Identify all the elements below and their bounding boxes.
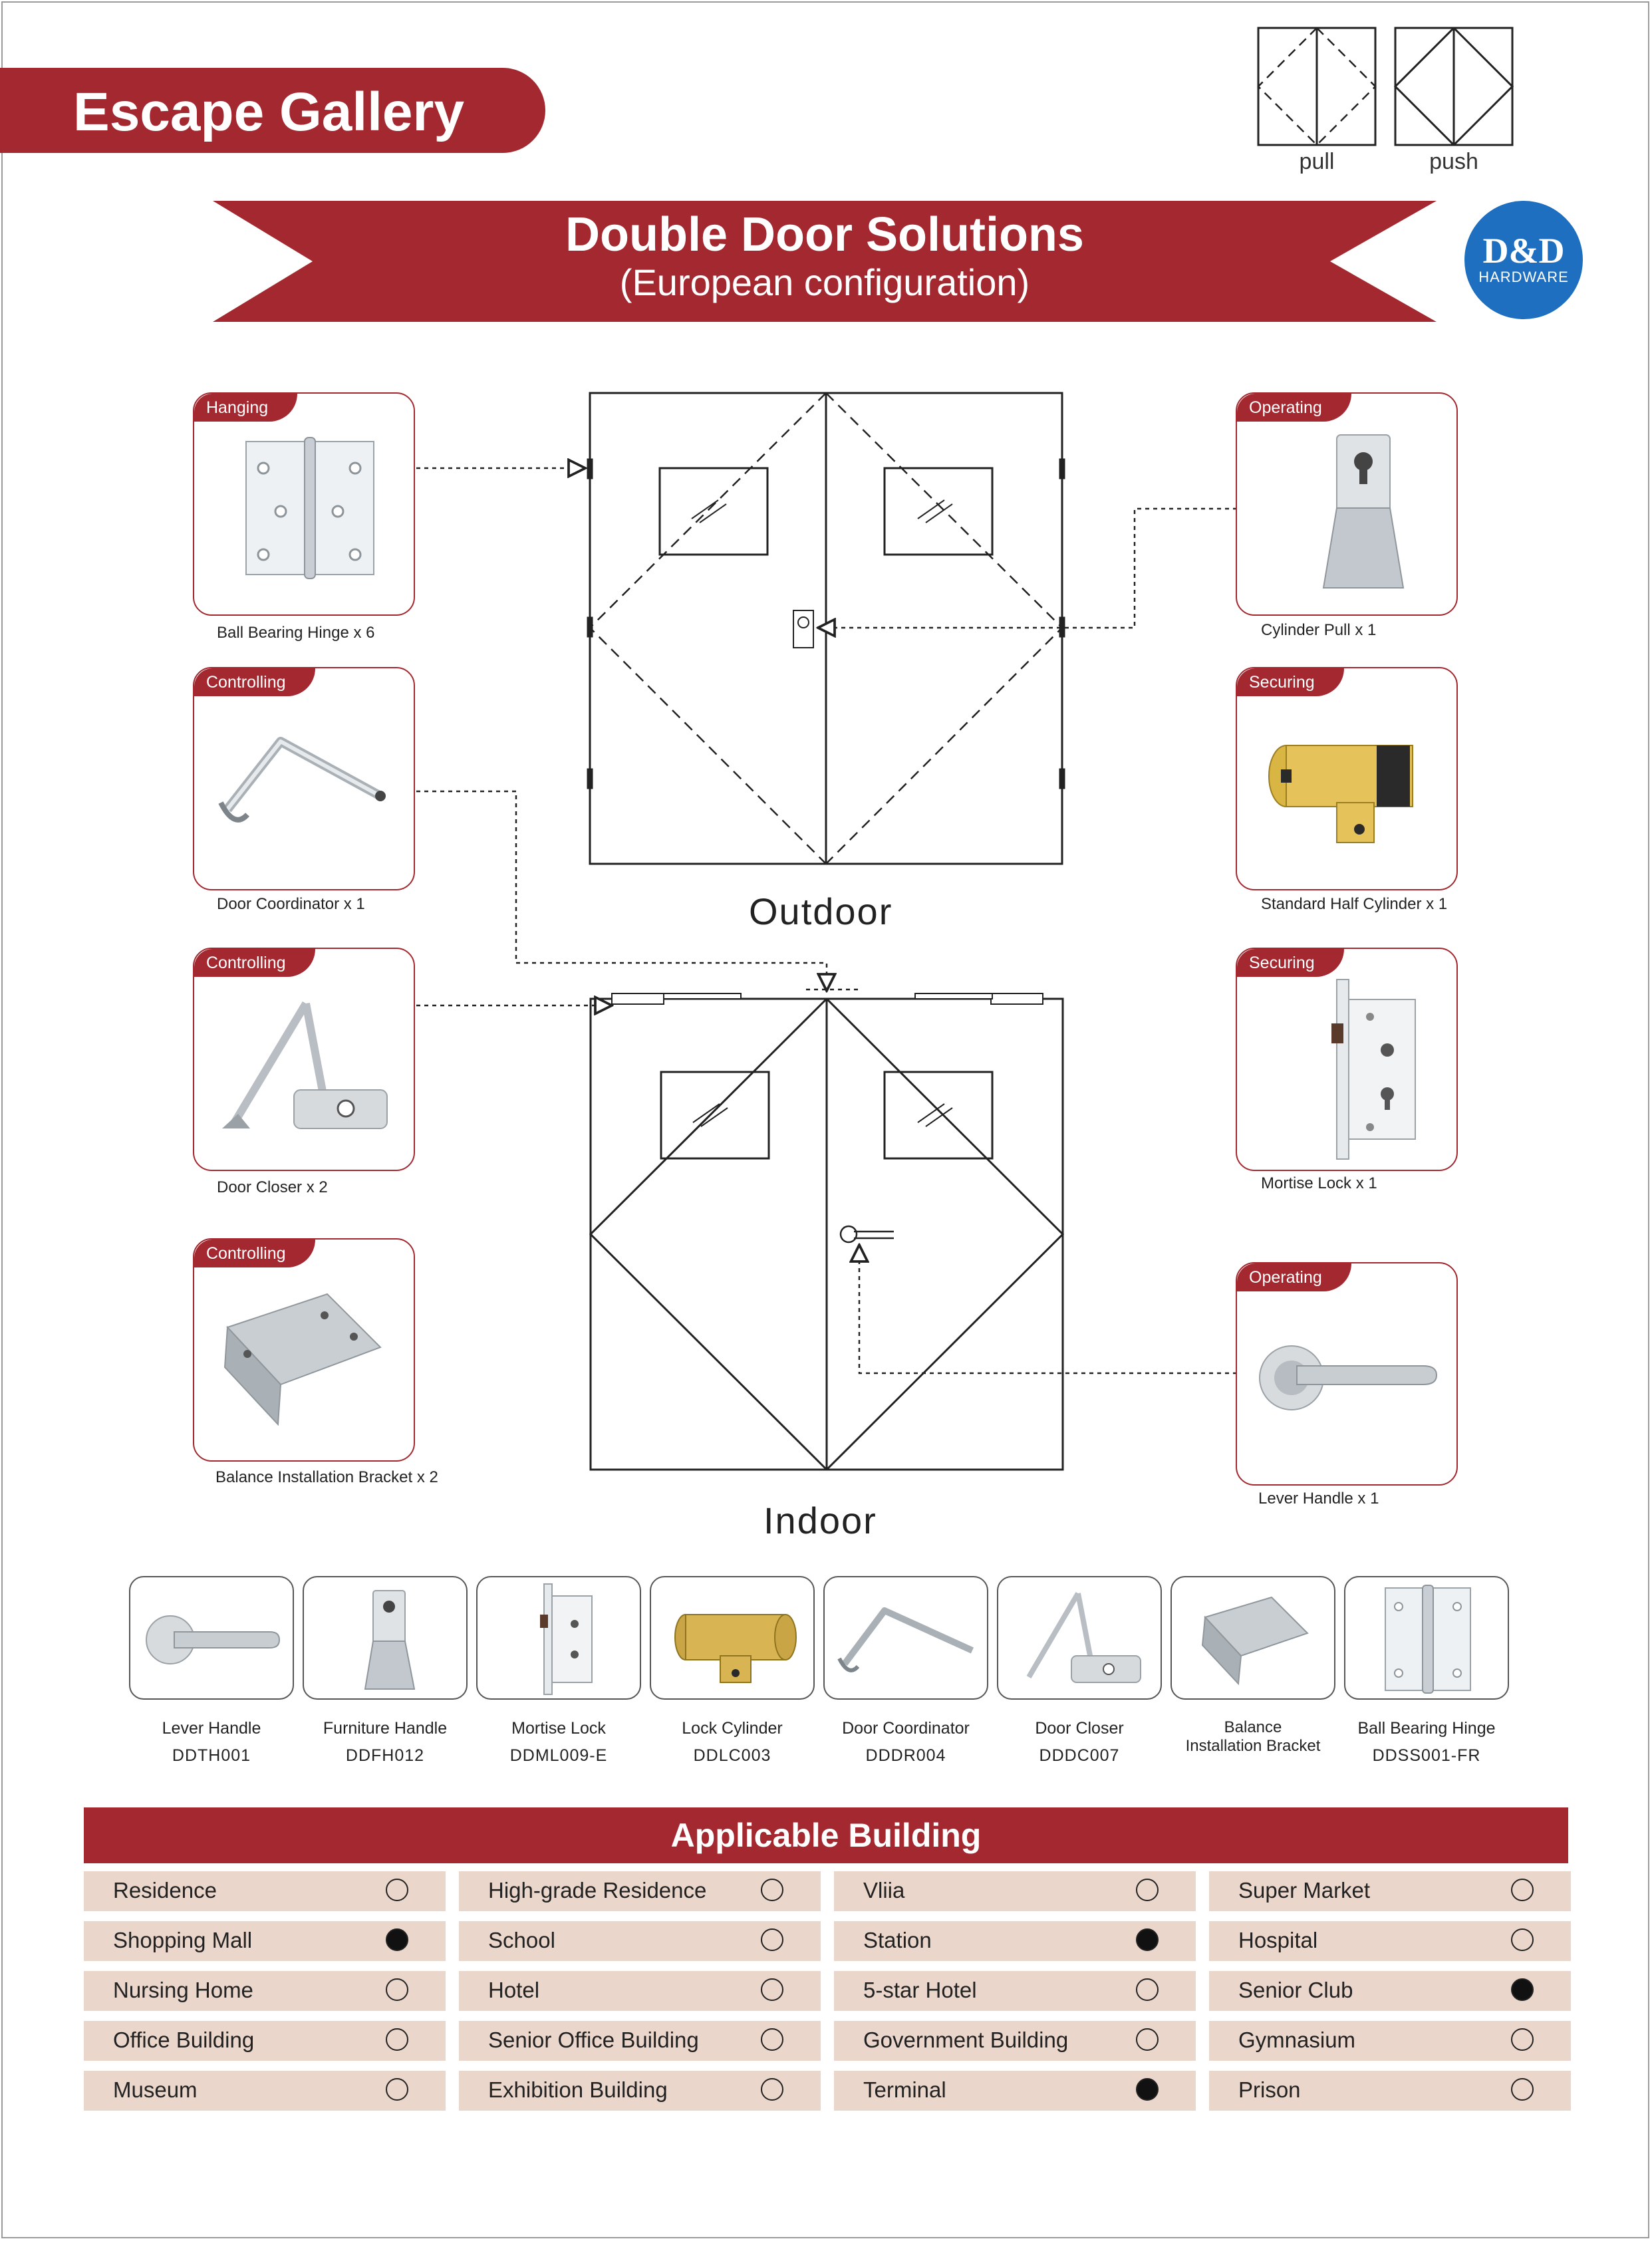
pull-label: pull — [1299, 149, 1335, 174]
building-label: Museum — [113, 2077, 198, 2102]
lever-handle-icon — [130, 1577, 294, 1700]
empty-circle-icon — [386, 1879, 408, 1901]
building-label: Hotel — [488, 1978, 540, 2002]
building-row-item — [834, 1971, 1196, 2011]
empty-circle-icon — [761, 1978, 783, 2001]
building-row-item — [1209, 1971, 1571, 2011]
empty-circle-icon — [1136, 2028, 1159, 2051]
building-label: Terminal — [863, 2077, 946, 2102]
ball-bearing-hinge-icon — [194, 422, 415, 614]
banner-subtitle: (European configuration) — [619, 261, 1030, 303]
building-row-item — [1209, 1921, 1571, 1961]
logo-sub: HARDWARE — [1478, 269, 1569, 285]
product-code: DDLC003 — [693, 1746, 771, 1765]
banner-title: Double Door Solutions — [565, 208, 1084, 261]
empty-circle-icon — [386, 2028, 408, 2051]
page-title: Escape Gallery — [73, 82, 465, 142]
building-label: Senior Club — [1238, 1978, 1353, 2002]
product-mortise-lock — [476, 1576, 641, 1700]
card-caption: Door Coordinator x 1 — [217, 895, 365, 913]
building-label: Station — [863, 1928, 932, 1952]
card-lever-handle — [1236, 1262, 1458, 1486]
product-code: DDTH001 — [172, 1746, 251, 1765]
indoor-label: Indoor — [763, 1500, 877, 1541]
indoor-door — [591, 993, 1063, 1470]
building-row-item — [834, 2071, 1196, 2111]
card-tag: Controlling — [194, 949, 315, 977]
product-name: Door Closer — [1035, 1719, 1124, 1738]
product-lock-cylinder — [650, 1576, 815, 1700]
card-balance-bracket — [193, 1238, 415, 1462]
mortise-lock-icon — [478, 1577, 641, 1700]
building-label: Government Building — [863, 2028, 1069, 2052]
empty-circle-icon — [761, 2028, 783, 2051]
empty-circle-icon — [1511, 1928, 1534, 1951]
cylinder-pull-icon — [1237, 422, 1458, 614]
building-row-item — [84, 1921, 446, 1961]
building-row-item — [1209, 2021, 1571, 2061]
empty-circle-icon — [761, 1879, 783, 1901]
product-name: Mortise Lock — [511, 1719, 606, 1738]
building-label: Senior Office Building — [488, 2028, 699, 2052]
card-caption: Door Closer x 2 — [217, 1178, 328, 1196]
card-cylinder-pull — [1236, 392, 1458, 616]
logo-main: D&D — [1482, 231, 1565, 271]
filled-circle-icon — [1136, 2078, 1159, 2101]
balance-bracket-icon — [1172, 1577, 1335, 1700]
product-name: Lever Handle — [162, 1719, 261, 1738]
product-name: Door Coordinator — [842, 1719, 970, 1738]
building-label: Exhibition Building — [488, 2077, 668, 2102]
building-label: Shopping Mall — [113, 1928, 253, 1952]
card-tag: Hanging — [194, 394, 297, 422]
building-label: Office Building — [113, 2028, 255, 2052]
card-tag: Controlling — [194, 1240, 315, 1267]
card-tag: Securing — [1237, 668, 1344, 696]
empty-circle-icon — [1136, 1879, 1159, 1901]
building-row-item — [459, 1921, 821, 1961]
door-coordinator-icon — [825, 1577, 988, 1700]
building-row-item — [459, 2021, 821, 2061]
building-row-item — [1209, 2071, 1571, 2111]
balance-bracket-icon — [194, 1267, 415, 1460]
product-name: Furniture Handle — [323, 1719, 448, 1738]
product-lever-handle — [129, 1576, 294, 1700]
product-furniture-handle — [303, 1576, 468, 1700]
card-caption: Ball Bearing Hinge x 6 — [217, 624, 375, 642]
building-row-item — [84, 2071, 446, 2111]
building-row-item — [459, 2071, 821, 2111]
filled-circle-icon — [386, 1928, 408, 1951]
building-row-item — [1209, 1871, 1571, 1911]
card-door-closer — [193, 948, 415, 1171]
furniture-handle-icon — [304, 1577, 468, 1700]
card-tag: Securing — [1237, 949, 1344, 977]
product-door-closer — [997, 1576, 1162, 1700]
product-name: Lock Cylinder — [682, 1719, 783, 1738]
building-label: Residence — [113, 1878, 217, 1903]
card-tag: Operating — [1237, 1263, 1351, 1291]
product-ball-bearing-hinge — [1344, 1576, 1509, 1700]
half-cylinder-icon — [1237, 696, 1458, 889]
building-label: Vliia — [863, 1878, 905, 1903]
building-row-item — [84, 1871, 446, 1911]
building-label: 5-star Hotel — [863, 1978, 977, 2002]
empty-circle-icon — [1511, 1879, 1534, 1901]
building-row-item — [834, 1871, 1196, 1911]
filled-circle-icon — [1136, 1928, 1159, 1951]
product-code: DDSS001-FR — [1372, 1746, 1481, 1765]
card-tag: Controlling — [194, 668, 315, 696]
product-code: DDML009-E — [509, 1746, 608, 1765]
product-balance-bracket — [1170, 1576, 1335, 1700]
empty-circle-icon — [386, 2078, 408, 2101]
door-coordinator-icon — [194, 696, 415, 889]
product-name: Ball Bearing Hinge — [1357, 1719, 1496, 1738]
outdoor-label: Outdoor — [749, 890, 893, 932]
card-hinge — [193, 392, 415, 616]
empty-circle-icon — [1136, 1978, 1159, 2001]
building-row-item — [834, 2021, 1196, 2061]
building-label: Nursing Home — [113, 1978, 253, 2002]
product-door-coordinator — [823, 1576, 988, 1700]
building-row-item — [459, 1871, 821, 1911]
product-name: Balance Installation Bracket — [1185, 1718, 1321, 1755]
empty-circle-icon — [1511, 2078, 1534, 2101]
lock-cylinder-icon — [651, 1577, 815, 1700]
building-row-item — [459, 1971, 821, 2011]
ball-bearing-hinge-icon — [1345, 1577, 1509, 1700]
card-caption: Mortise Lock x 1 — [1261, 1174, 1377, 1192]
card-mortise-lock — [1236, 948, 1458, 1171]
applicable-building-title: Applicable Building — [84, 1807, 1568, 1863]
building-row-item — [834, 1921, 1196, 1961]
card-caption: Standard Half Cylinder x 1 — [1261, 895, 1448, 913]
card-door-coordinator — [193, 667, 415, 890]
card-half-cylinder — [1236, 667, 1458, 890]
card-caption: Cylinder Pull x 1 — [1261, 621, 1377, 639]
building-label: Hospital — [1238, 1928, 1318, 1952]
empty-circle-icon — [1511, 2028, 1534, 2051]
lever-handle-icon — [1237, 1291, 1458, 1484]
card-tag: Operating — [1237, 394, 1351, 422]
building-label: Super Market — [1238, 1878, 1371, 1903]
building-label: Prison — [1238, 2077, 1301, 2102]
door-closer-icon — [194, 977, 415, 1170]
door-closer-icon — [998, 1577, 1162, 1700]
product-code: DDFH012 — [345, 1746, 425, 1765]
push-label: push — [1429, 149, 1478, 174]
building-label: Gymnasium — [1238, 2028, 1356, 2052]
building-label: School — [488, 1928, 555, 1952]
mortise-lock-icon — [1237, 977, 1458, 1170]
empty-circle-icon — [761, 1928, 783, 1951]
product-code: DDDR004 — [865, 1746, 946, 1765]
card-caption: Lever Handle x 1 — [1258, 1490, 1379, 1508]
empty-circle-icon — [761, 2078, 783, 2101]
building-row-item — [84, 2021, 446, 2061]
building-row-item — [84, 1971, 446, 2011]
empty-circle-icon — [386, 1978, 408, 2001]
product-code: DDDC007 — [1039, 1746, 1120, 1765]
filled-circle-icon — [1511, 1978, 1534, 2001]
card-caption: Balance Installation Bracket x 2 — [215, 1468, 438, 1486]
building-label: High-grade Residence — [488, 1878, 707, 1903]
